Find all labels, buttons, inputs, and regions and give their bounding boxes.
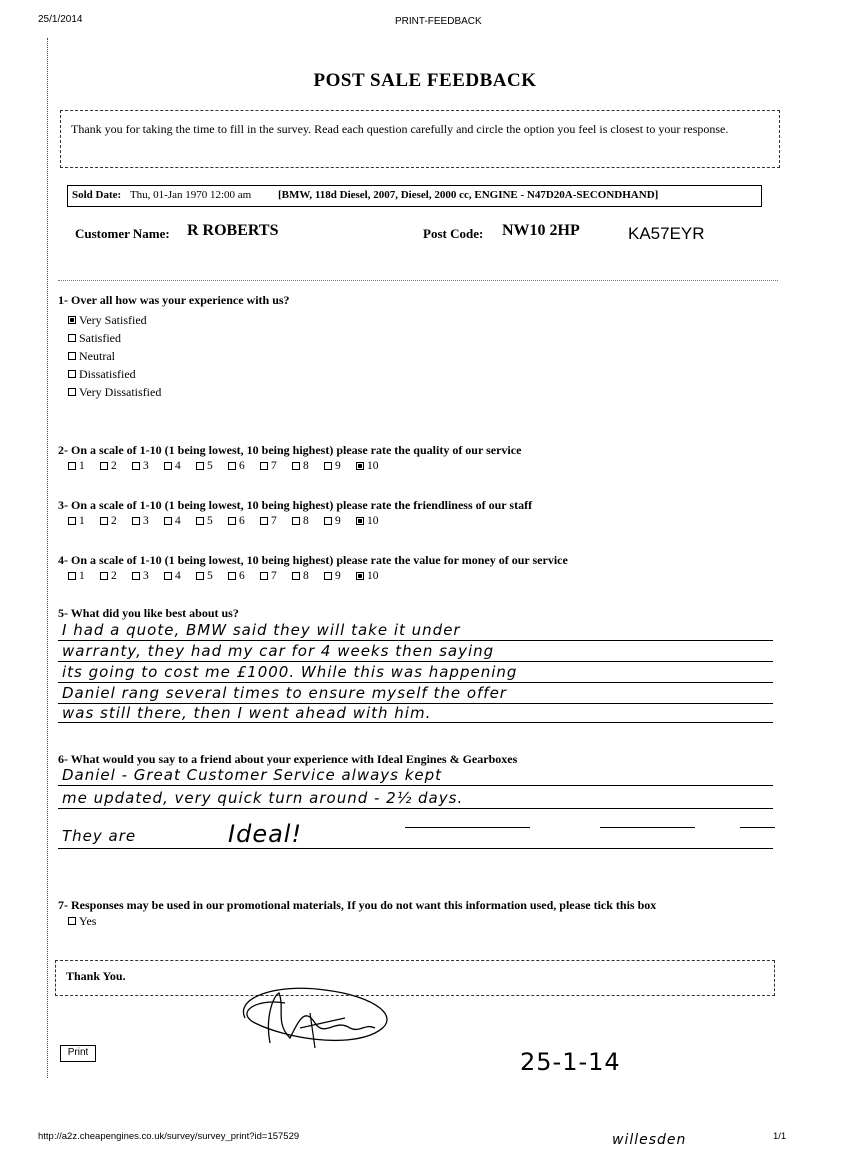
q3-option-9[interactable]: 9: [324, 515, 356, 527]
q4-option-6[interactable]: 6: [228, 570, 260, 582]
sale-details-box: [67, 185, 762, 207]
q1-options: [68, 311, 161, 401]
q4-option-5[interactable]: 5: [196, 570, 228, 582]
intro-text: Thank you for taking the time to fill in the survey. Read each question carefully and circle the option you feel is closest to your response.: [60, 110, 780, 168]
checkbox-icon: [292, 517, 300, 525]
checkbox-icon: [324, 517, 332, 525]
checkbox-icon: [68, 462, 76, 470]
footer-page-number: 1/1: [773, 1131, 787, 1142]
q1-option-very-satisfied[interactable]: Very Satisfied: [68, 311, 161, 329]
q2-option-3[interactable]: 3: [132, 460, 164, 472]
q4-option-9[interactable]: 9: [324, 570, 356, 582]
q4-option-8[interactable]: 8: [292, 570, 324, 582]
q3-option-5[interactable]: 5: [196, 515, 228, 527]
checkbox-icon: [100, 572, 108, 580]
checkbox-icon: [196, 517, 204, 525]
q2-question: 2- On a scale of 1-10 (1 being lowest, 10 being highest) please rate the quality of our service: [58, 443, 522, 457]
q1-option-neutral[interactable]: Neutral: [68, 347, 161, 365]
checkbox-icon: [68, 572, 76, 580]
checkbox-icon: [100, 462, 108, 470]
q5-answer-line-2: warranty, they had my car for 4 weeks then saying: [62, 642, 495, 660]
q7-question: 7- Responses may be used in our promotional materials, If you do not want this information used, please tick this box: [58, 898, 657, 912]
print-button[interactable]: Print: [60, 1045, 96, 1062]
q6-answer-line-1: Daniel - Great Customer Service always kept: [62, 766, 443, 784]
q2-option-9[interactable]: 9: [324, 460, 356, 472]
q4-option-7[interactable]: 7: [260, 570, 292, 582]
checkbox-icon: [164, 517, 172, 525]
q3-option-10[interactable]: 10: [356, 515, 388, 527]
customer-name-label: Customer Name:: [75, 226, 170, 241]
checkbox-icon: [100, 517, 108, 525]
checkbox-icon: [228, 517, 236, 525]
q5-answer-line-5: was still there, then I went ahead with him.: [62, 704, 432, 722]
q1-option-satisfied[interactable]: Satisfied: [68, 329, 161, 347]
post-code-label: Post Code:: [423, 226, 484, 241]
checkbox-icon: [68, 352, 76, 360]
q5-answer-line-1: I had a quote, BMW said they will take it under: [62, 621, 461, 639]
q4-question: 4- On a scale of 1-10 (1 being lowest, 10 being highest) please rate the value for money of our service: [58, 553, 568, 567]
q2-option-8[interactable]: 8: [292, 460, 324, 472]
checkbox-icon: [196, 462, 204, 470]
checkbox-checked-icon: [356, 517, 364, 525]
q5-question: 5- What did you like best about us?: [58, 606, 239, 620]
q1-question: 1- Over all how was your experience with us?: [58, 293, 290, 307]
checkbox-icon: [292, 462, 300, 470]
checkbox-icon: [228, 572, 236, 580]
checkbox-icon: [132, 572, 140, 580]
q3-option-4[interactable]: 4: [164, 515, 196, 527]
checkbox-checked-icon: [68, 316, 76, 324]
checkbox-icon: [132, 462, 140, 470]
print-date: 25/1/2014: [38, 14, 83, 25]
checkbox-icon: [132, 517, 140, 525]
q2-option-1[interactable]: 1: [68, 460, 100, 472]
q3-question: 3- On a scale of 1-10 (1 being lowest, 10 being highest) please rate the friendliness of our staff: [58, 498, 533, 512]
q3-option-7[interactable]: 7: [260, 515, 292, 527]
q1-option-dissatisfied[interactable]: Dissatisfied: [68, 365, 161, 383]
footer-url: http://a2z.cheapengines.co.uk/survey/survey_print?id=157529: [38, 1131, 300, 1142]
q2-option-10[interactable]: 10: [356, 460, 388, 472]
q6-answer-line-4: Ideal!: [228, 820, 303, 848]
q4-scale: [68, 570, 388, 582]
print-page-title: PRINT-FEEDBACK: [395, 16, 482, 27]
signature-image: [215, 978, 415, 1058]
checkbox-icon: [68, 370, 76, 378]
q2-option-2[interactable]: 2: [100, 460, 132, 472]
checkbox-icon: [68, 517, 76, 525]
q3-scale: [68, 515, 388, 527]
sold-date-value: Thu, 01-Jan 1970 12:00 am: [129, 189, 252, 201]
checkbox-icon: [164, 572, 172, 580]
q4-option-2[interactable]: 2: [100, 570, 132, 582]
post-code-value: NW10 2HP: [502, 222, 580, 239]
footer-handwritten-note: willesden: [612, 1132, 687, 1148]
q2-option-4[interactable]: 4: [164, 460, 196, 472]
thank-you-text: Thank You.: [66, 969, 126, 983]
form-title: POST SALE FEEDBACK: [313, 70, 537, 91]
q4-option-1[interactable]: 1: [68, 570, 100, 582]
q6-question: 6- What would you say to a friend about your experience with Ideal Engines & Gearboxes: [58, 752, 518, 766]
q3-option-6[interactable]: 6: [228, 515, 260, 527]
checkbox-icon: [324, 462, 332, 470]
q2-option-6[interactable]: 6: [228, 460, 260, 472]
checkbox-icon: [292, 572, 300, 580]
registration-plate: KA57EYR: [628, 224, 705, 243]
q7-option-yes[interactable]: Yes: [68, 912, 96, 930]
q2-scale: [68, 460, 388, 472]
checkbox-icon: [324, 572, 332, 580]
checkbox-icon: [68, 917, 76, 925]
q3-option-1[interactable]: 1: [68, 515, 100, 527]
q6-answer-line-3: They are: [62, 827, 137, 845]
q6-answer-line-2: me updated, very quick turn around - 2½ days.: [62, 789, 464, 807]
q5-answer-line-4: Daniel rang several times to ensure myself the offer: [62, 684, 507, 702]
checkbox-checked-icon: [356, 462, 364, 470]
q2-option-5[interactable]: 5: [196, 460, 228, 472]
q4-option-4[interactable]: 4: [164, 570, 196, 582]
vehicle-details: [BMW, 118d Diesel, 2007, Diesel, 2000 cc, ENGINE - N47D20A-SECONDHAND]: [278, 189, 659, 201]
checkbox-icon: [164, 462, 172, 470]
thank-you-box: [55, 960, 775, 996]
checkbox-icon: [260, 517, 268, 525]
q1-option-very-dissatisfied[interactable]: Very Dissatisfied: [68, 383, 161, 401]
checkbox-icon: [260, 572, 268, 580]
q3-option-8[interactable]: 8: [292, 515, 324, 527]
q4-option-10[interactable]: 10: [356, 570, 388, 582]
checkbox-checked-icon: [356, 572, 364, 580]
checkbox-icon: [68, 334, 76, 342]
checkbox-icon: [228, 462, 236, 470]
q2-option-7[interactable]: 7: [260, 460, 292, 472]
checkbox-icon: [68, 388, 76, 396]
q4-option-3[interactable]: 3: [132, 570, 164, 582]
handwritten-date: 25-1-14: [520, 1048, 621, 1076]
checkbox-icon: [196, 572, 204, 580]
sold-date-label: Sold Date:: [72, 189, 122, 201]
q3-option-2[interactable]: 2: [100, 515, 132, 527]
checkbox-icon: [260, 462, 268, 470]
customer-name-value: R ROBERTS: [187, 222, 279, 239]
q3-option-3[interactable]: 3: [132, 515, 164, 527]
q5-answer-line-3: its going to cost me £1000. While this was happening: [62, 663, 518, 681]
